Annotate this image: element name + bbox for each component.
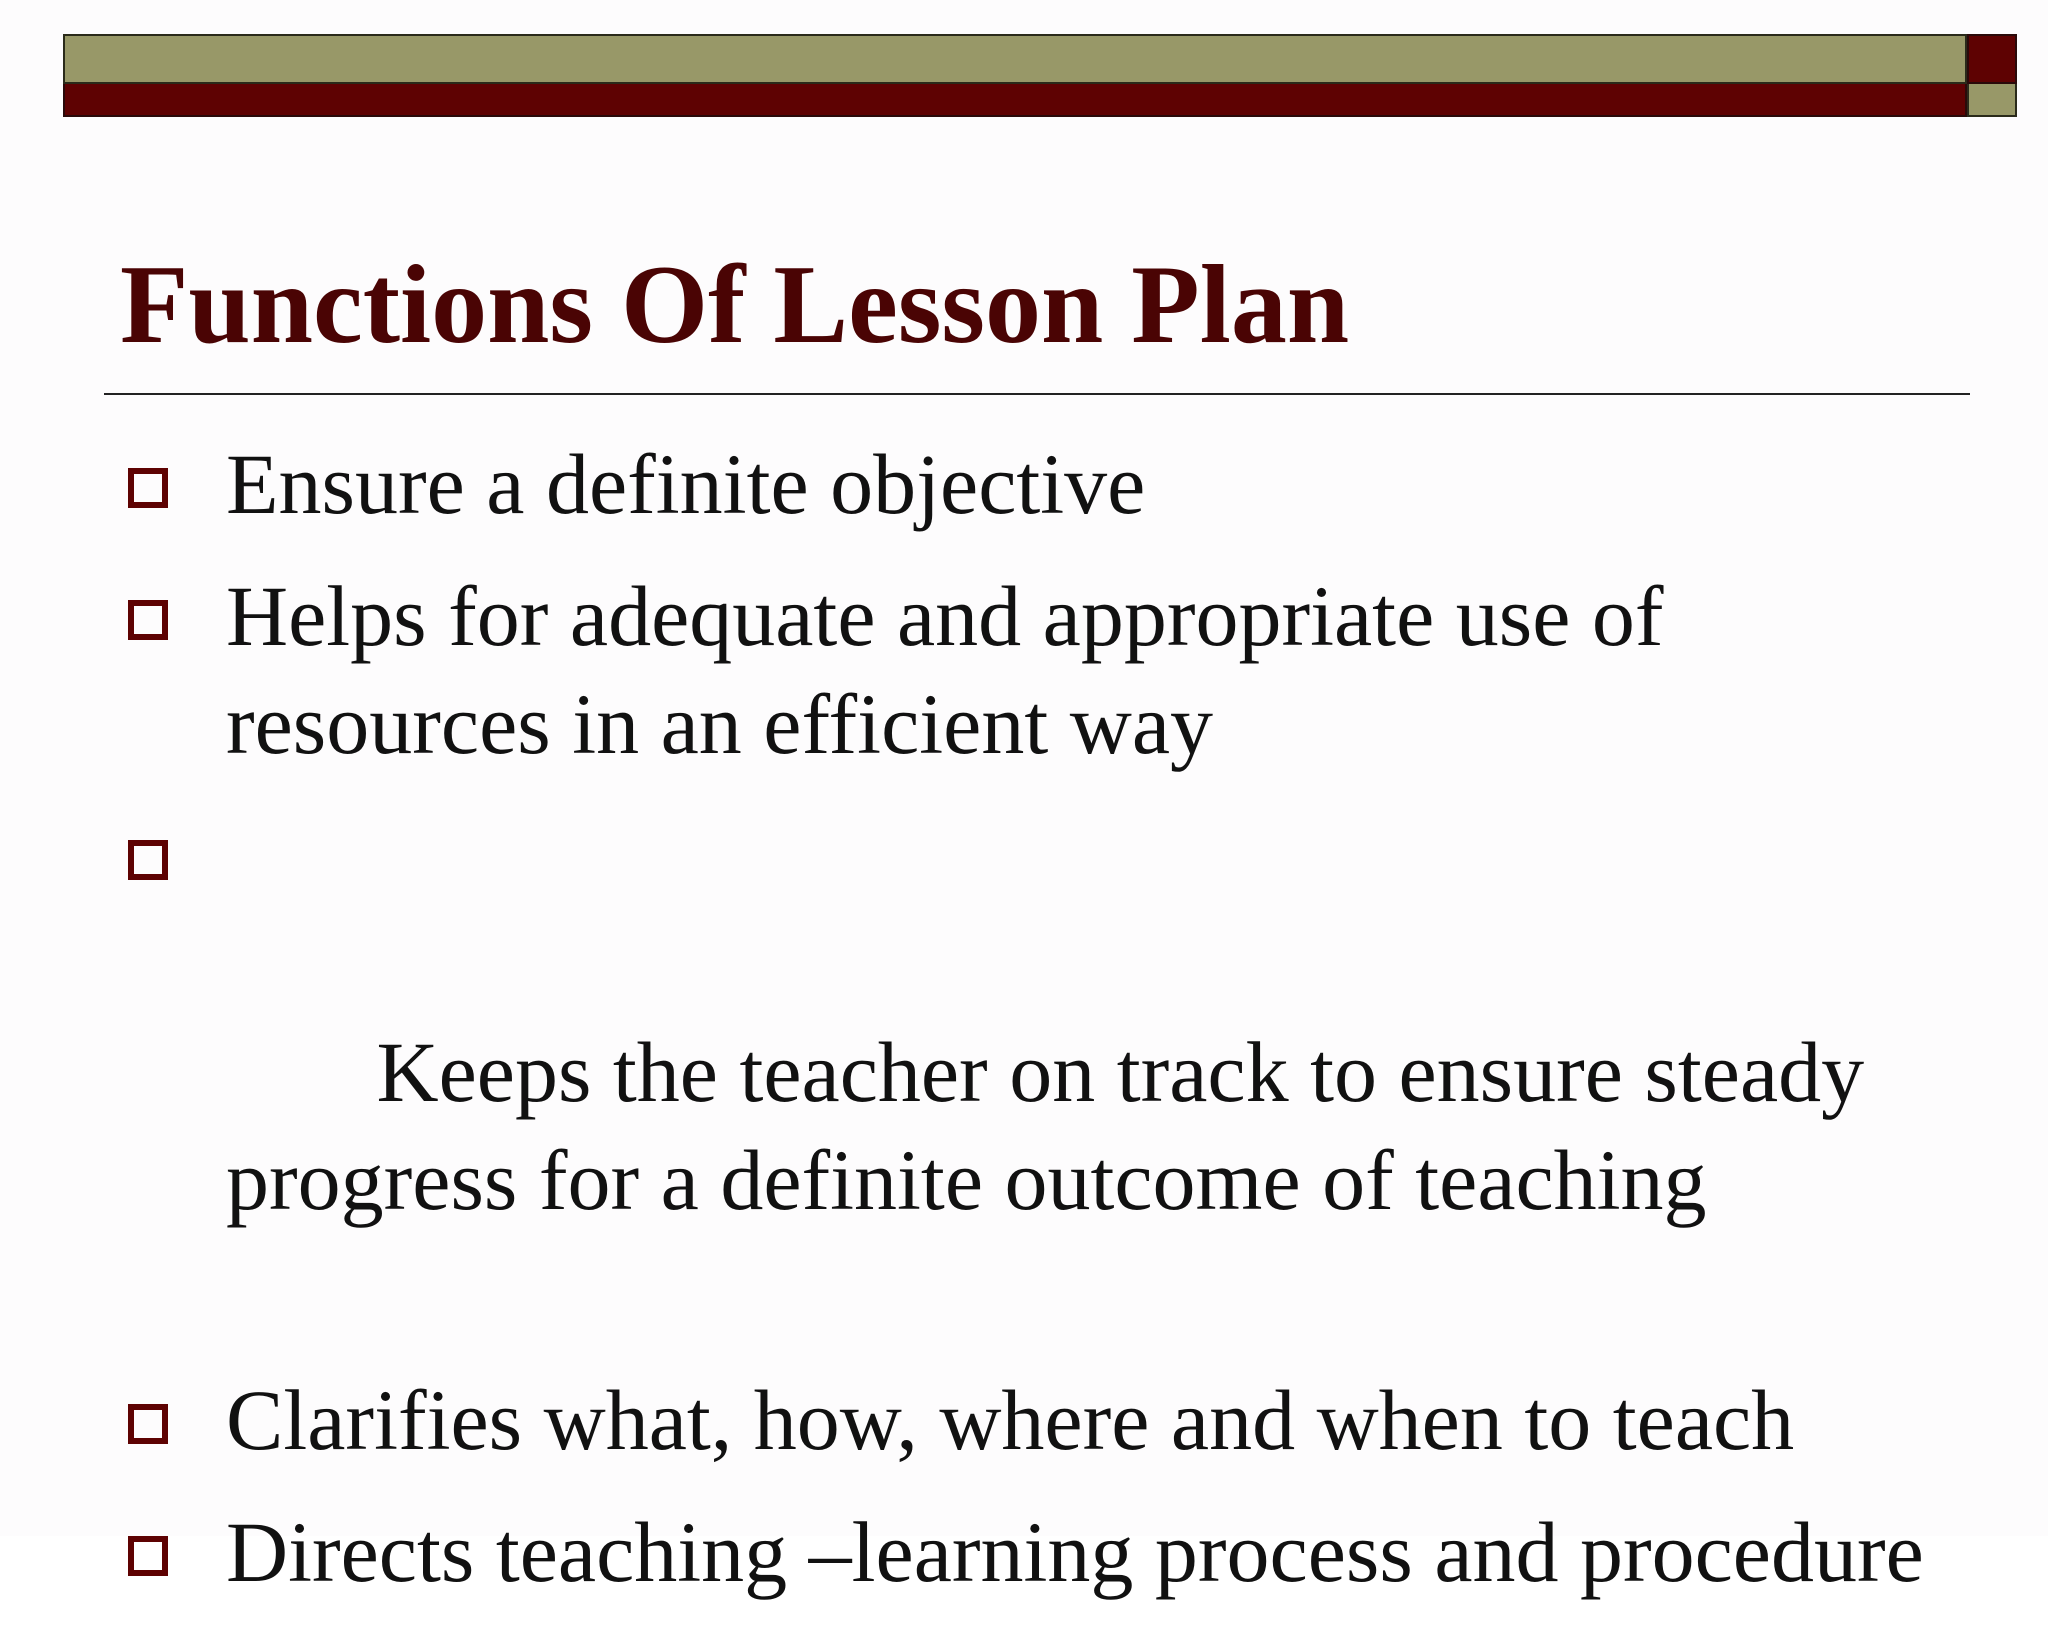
- header-corner-maroon-square: [1967, 34, 2017, 84]
- list-item: [0, 1498, 2048, 1606]
- bullet-text: Keeps the teacher on track to ensure steady progress for a definite outcome of teaching: [226, 1024, 1886, 1228]
- hollow-square-bullet-icon: [128, 468, 168, 508]
- list-item: [0, 802, 2048, 1342]
- list-item: [0, 562, 2048, 778]
- header-corner-olive-square: [1967, 84, 2017, 117]
- hollow-square-bullet-icon: [128, 1536, 168, 1576]
- header-bar-olive: [63, 34, 1967, 84]
- list-item: [0, 430, 2048, 538]
- bullet-list: [0, 430, 2048, 1630]
- hollow-square-bullet-icon: [128, 1404, 168, 1444]
- bullet-text: Directs teaching –learning process and procedure: [226, 1504, 1924, 1600]
- bullet-text: Ensure a definite objective: [226, 436, 1146, 532]
- hollow-square-bullet-icon: [128, 840, 168, 880]
- slide-title: Functions Of Lesson Plan: [120, 243, 1350, 367]
- header-bar-maroon: [63, 84, 1967, 117]
- bullet-text: Helps for adequate and appropriate use of resources in an efficient way: [226, 568, 1664, 772]
- bullet-text: Clarifies what, how, where and when to teach: [226, 1372, 1795, 1468]
- hollow-square-bullet-icon: [128, 600, 168, 640]
- title-underline: [104, 393, 1970, 395]
- list-item: [0, 1366, 2048, 1474]
